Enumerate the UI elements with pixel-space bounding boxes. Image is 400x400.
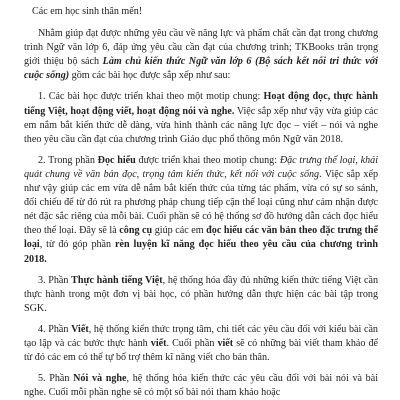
item-text: , hệ thống hóa kiến thức các yêu cầu đối với bài nói và bài nghe. Cuối mỗi phần nghe sẽ có một số bài nói tham khảo hoặc xyxy=(24,373,378,399)
item-emphasis: viết xyxy=(150,337,167,349)
item-italic: Đặc trưng thể loại, khái quát chung về văn bản đọc, trọng tâm kiến thức, kết nối với cuộc sống xyxy=(24,154,378,180)
item-emphasis: Nói và nghe xyxy=(73,373,127,385)
item-1 xyxy=(24,90,378,146)
intro-text: Nhằm giúp đạt được những yêu cầu về năng lực và phẩm chất cần đạt trong chương trình Ngữ văn lớp 6, đáp ứng yêu cầu cần đạt của chương trình; TKBooks trân trọng giới thiệu bộ sách xyxy=(24,28,378,68)
item-emphasis: viết xyxy=(217,337,234,349)
item-emphasis: Đọc hiểu xyxy=(97,154,136,166)
item-3 xyxy=(24,274,378,316)
item-text: 2. Trong phần xyxy=(38,154,98,166)
item-text: giúp các em xyxy=(152,225,207,237)
item-text: sẽ có những bài viết tham khảo để từ đó các em có thể tự bổ trợ thêm kĩ năng viết cho bản thân. xyxy=(24,337,378,364)
item-emphasis: Hoạt động đọc, thực hành tiếng Việt, hoạt động viết, hoạt động nói và nghe. xyxy=(24,91,378,117)
item-text: 4. Phần xyxy=(38,323,72,335)
item-text: , từ đó góp phần xyxy=(39,239,116,251)
item-text: 1. Các bài học được triển khai theo một motip chung: xyxy=(38,91,264,103)
item-5 xyxy=(24,372,378,400)
item-text: 5. Phần xyxy=(38,373,74,385)
intro-text: gồm các bài học được sắp xếp như sau: xyxy=(69,70,231,82)
item-text: . Việc sắp xếp như vậy giúp các em vừa dễ nắm bắt kiến thức của từng tác phẩm, vừa có sự so sánh, đối chiếu để từ đó rút ra phương pháp chung tiếp cận thể loại cũng như cảm nhận được nét đặc sắc riêng của mỗi bài. Cuối phần sẽ có hệ thống sơ đồ hướng dẫn cách đọc hiểu theo thể loại. Đây sẽ là xyxy=(24,168,378,237)
greeting: Các em học sinh thân mến! xyxy=(32,6,143,17)
intro-paragraph xyxy=(24,27,378,83)
item-emphasis: đọc hiểu các văn bản theo đặc trưng thể loại xyxy=(24,225,378,251)
item-text: được triển khai theo motip chung: xyxy=(135,154,280,166)
item-text: Việc sắp xếp như vậy vừa giúp các em nắm bắt kiến thức dễ dàng, vừa hình thành các năng lực đọc – viết – nói và nghe theo yêu cầu cần đạt của chương trình Giáo dục phổ thông môn Ngữ văn 2018. xyxy=(24,105,378,145)
book-title: Làm chủ kiến thức Ngữ văn lớp 6 (Bộ sách kết nối tri thức với cuộc sống) xyxy=(24,56,378,82)
item-text: , hệ thống kiến thức trọng tâm, chi tiết các yêu cầu đối với kiểu bài cần tạo lập và các bước thực hành xyxy=(24,323,378,349)
item-2 xyxy=(24,154,378,267)
item-emphasis: công cụ xyxy=(119,225,153,237)
item-4 xyxy=(24,323,378,365)
item-text: . Cuối phần xyxy=(166,337,218,349)
item-emphasis: Viết xyxy=(71,323,89,335)
item-text: 3. Phần xyxy=(38,274,72,286)
item-emphasis: Thực hành tiếng Việt xyxy=(71,274,163,286)
item-text: , hệ thống hóa đầy đủ những kiến thức tiếng Việt cần thực hành trong một đơn vị bài học, có phần hướng dẫn thực hiện các bài tập trong SGK. xyxy=(24,274,378,314)
item-emphasis: rèn luyện kĩ năng đọc hiểu theo yêu cầu của chương trình 2018. xyxy=(24,239,378,265)
